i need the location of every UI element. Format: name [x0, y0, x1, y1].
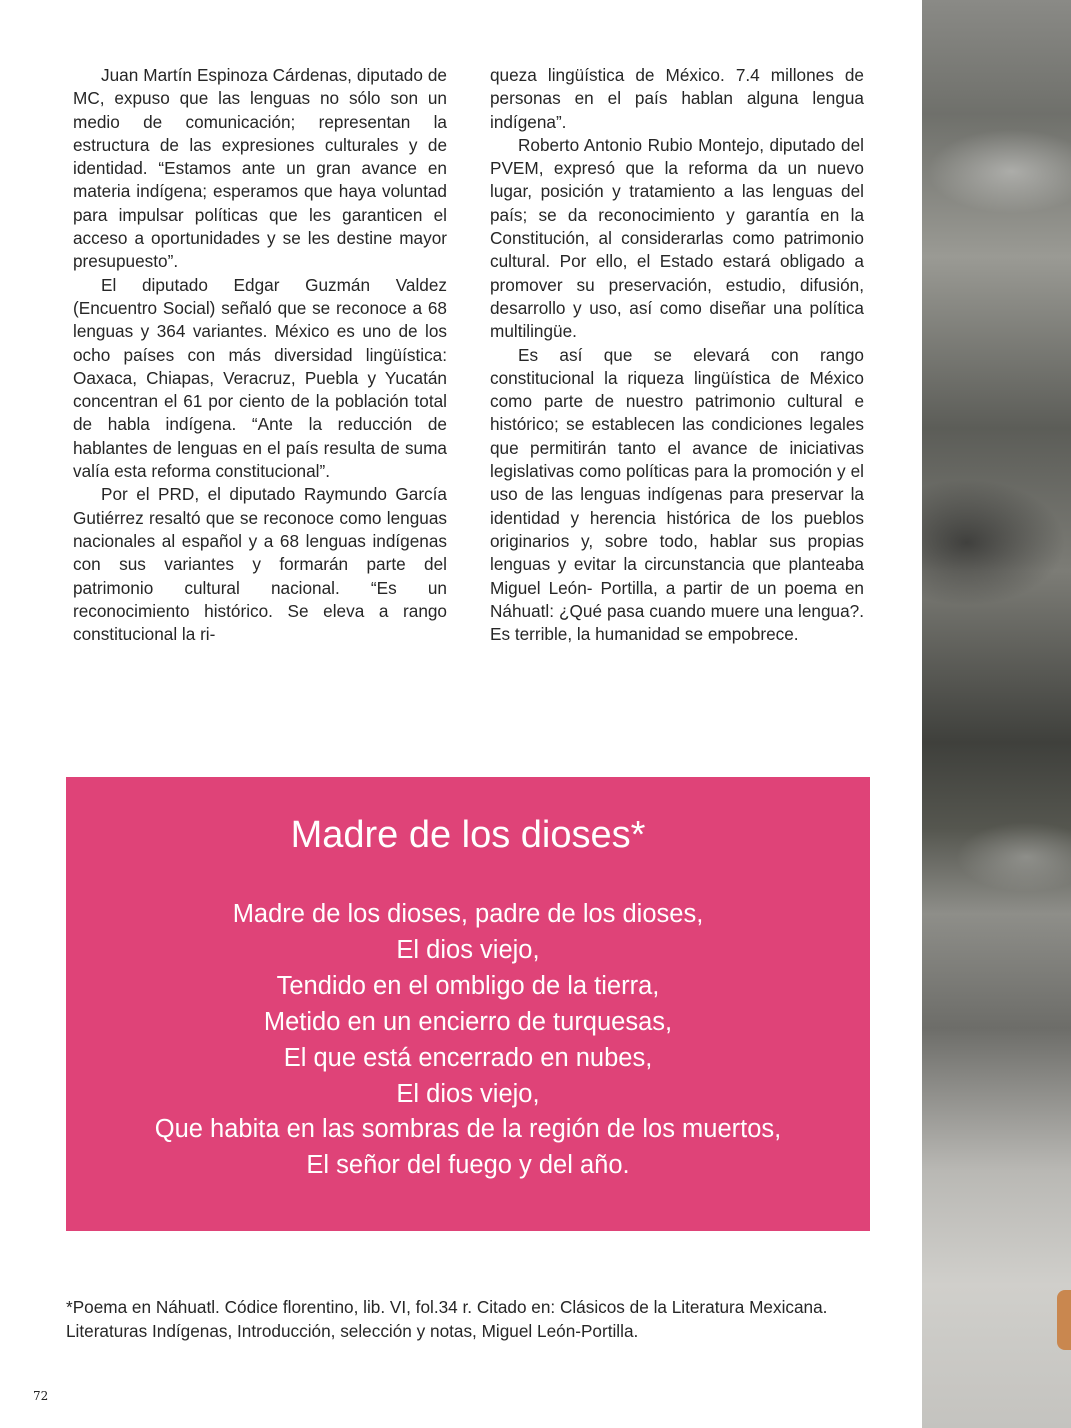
- poem-line: El que está encerrado en nubes,: [283, 1043, 653, 1072]
- poem-line: El dios viejo,: [396, 935, 540, 964]
- poem-line: El señor del fuego y del año.: [306, 1151, 630, 1180]
- poem-title: Madre de los dioses*: [290, 814, 646, 856]
- footnote: *Poema en Náhuatl. Códice florentino, lib. VI, fol.34 r. Citado en: Clásicos de la Literatura Mexicana. Literaturas Indígenas, Introducción, selección y notas, Miguel León-Portilla.: [66, 1297, 828, 1341]
- poem-line: El dios viejo,: [396, 1079, 540, 1108]
- paragraph: Juan Martín Espinoza Cárdenas, diputado de MC, expuso que las lenguas no sólo son un medio de comunicación; representan la estructura de las expresiones culturales y de identidad. “Estamos ante un gran avance en materia indígena; esperamos que haya voluntad para impulsar políticas que les garanticen el acceso a oportunidades y se les destine mayor presupuesto”.: [73, 65, 447, 272]
- side-photo: [922, 0, 1071, 1428]
- paragraph: Roberto Antonio Rubio Montejo, diputado del PVEM, expresó que la reforma da un nuevo lugar, posición y tratamiento a las lenguas del país; se da reconocimiento y garantía en la Constitución, al considerarlas como patrimonio cultural. Por ello, el Estado estará obligado a promover su preservación, estudio, difusión, desarrollo y uso, así como diseñar una política multilingüe.: [490, 134, 864, 342]
- poem-line: Que habita en las sombras de la región de los muertos,: [154, 1115, 782, 1144]
- paragraph: Es así que se elevará con rango constitucional la riqueza lingüística de México como parte de nuestro patrimonio cultural e histórico; se establecen las condiciones legales que permitirán tanto el avance de iniciativas legislativas como políticas para la promoción y el uso de las lenguas indígenas para preservar la identidad y herencia histórica de los pueblos originarios y, sobre todo, hablar sus propias lenguas y evitar la circunstancia que planteaba Miguel León- Portilla, a partir de un poema en Náhuatl: ¿Qué pasa cuando muere una lengua?. Es terrible, la humanidad se empobrece.: [490, 344, 864, 645]
- poem-line: Tendido en el ombligo de la tierra,: [276, 971, 660, 1000]
- paragraph: El diputado Edgar Guzmán Valdez (Encuentro Social) señaló que se reconoce a 68 lenguas y 364 variantes. México es uno de los ocho países con más diversidad lingüística: Oaxaca, Chiapas, Veracruz, Puebla y Yucatán concentran el 61 por ciento de la población total de habla indígena. “Ante la reducción de hablantes de lenguas en el país resulta de suma valía esta reforma constitucional”.: [73, 274, 447, 482]
- article-column-right: [490, 64, 864, 646]
- paragraph: Por el PRD, el diputado Raymundo García Gutiérrez resaltó que se reconoce como lenguas nacionales al español y a 68 lenguas indígenas con sus variantes y formarán parte del patrimonio cultural nacional. “Es un reconocimiento histórico. Se eleva a rango constitucional la ri-: [73, 484, 447, 645]
- page-number: 72: [33, 1389, 49, 1403]
- paragraph: queza lingüística de México. 7.4 millones de personas en el país hablan alguna lengua indígena”.: [490, 65, 864, 132]
- poem-lines: [66, 897, 870, 1184]
- poem-line: Madre de los dioses, padre de los dioses,: [232, 900, 704, 928]
- poem-line: Metido en un encierro de turquesas,: [263, 1007, 673, 1036]
- article-column-left: [73, 64, 447, 646]
